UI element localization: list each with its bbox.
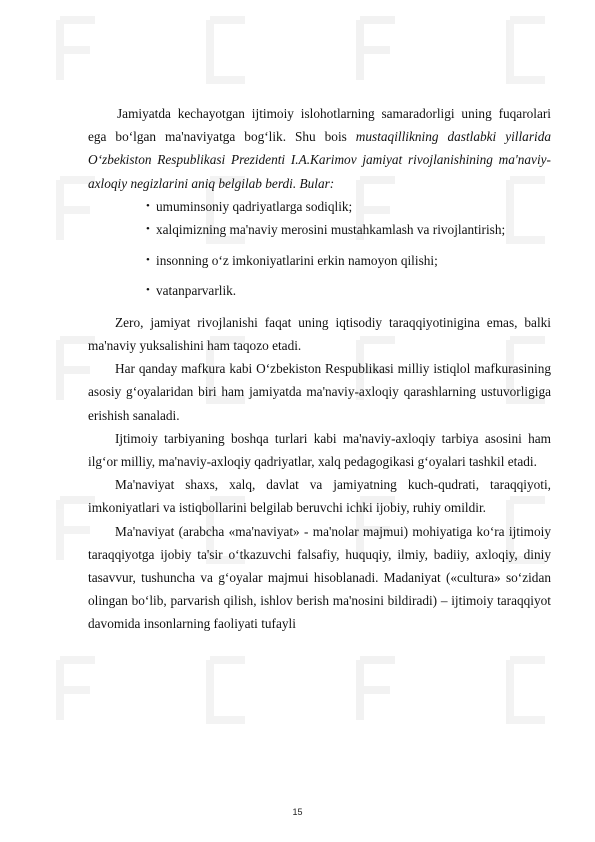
bullet-icon: • <box>146 253 150 266</box>
intro-text: Jamiyatda kechayotgan ijtimoiy islohotlarning samaradorligi uning fuqarolari ega bo‘lgan ma'naviyatga bog‘lik. Shu bois <box>88 106 551 145</box>
body-paragraph: Ma'naviyat (arabcha «ma'naviyat» - ma'nolar majmui) mohiyatiga ko‘ra ijtimoiy taraqqiyotga ijobiy ta'sir o‘tkazuvchi falsafiy, huquqiy, ilmiy, badiiy, axloqiy, diniy tasavvur, tushuncha va g‘oyalar majmui hisoblanadi. Madaniyat («cultura» so‘zidan olingan bo‘lib, parvarish qilish, ishlov berish ma'nosini bildiradi) – ijtimoiy taraqqiyot davomida insonlarning faoliyati tufayli <box>88 523 551 632</box>
bullet-list <box>88 195 551 303</box>
intro-italic-text: mustaqillikning dastlabki yillarida O‘zbekiston Respublikasi Prezidenti I.A.Karimov jamiyat rivojlanishining ma'naviy-axloqiy negizlarini aniq belgilab berdi. Bular: <box>88 129 551 191</box>
body-paragraph: Ijtimoiy tarbiyaning boshqa turlari kabi ma'naviy-axloqiy tarbiya asosini ham ilg‘or milliy, ma'naviy-axloqiy qadriyatlar, xalq pedagogikasi g‘oyalari tashkil etadi. <box>88 430 551 470</box>
list-item <box>146 279 551 303</box>
body-paragraph: Zero, jamiyat rivojlanishi faqat uning iqtisodiy taraqqiyotinigina emas, balki ma'naviy yuksalishini ham taqozo etadi. <box>88 314 551 354</box>
list-item-text: vatanparvarlik. <box>156 283 237 299</box>
intro-paragraph <box>88 102 551 195</box>
page-number: 15 <box>292 807 303 817</box>
bullet-icon: • <box>146 199 150 212</box>
bullet-icon: • <box>146 223 150 236</box>
list-item <box>146 249 551 273</box>
list-item <box>146 195 551 219</box>
body-paragraph: Ma'naviyat shaxs, xalq, davlat va jamiyatning kuch-qudrati, taraqqiyoti, imkoniyatlari va istiqbollarini belgilab beruvchi ichki ijobiy, ruhiy omildir. <box>88 477 551 516</box>
list-item-text: xalqimizning ma'naviy merosini mustahkamlash va rivojlantirish; <box>156 222 506 238</box>
list-item-text: insonning o‘z imkoniyatlarini erkin namoyon qilishi; <box>156 252 438 268</box>
list-item <box>146 218 551 242</box>
body-paragraph: Har qanday mafkura kabi O‘zbekiston Respublikasi milliy istiqlol mafkurasining asosiy g‘oyalaridan biri ham jamiyatda ma'naviy-axloqiy qarashlarning ustuvorligiga erishish sanaladi. <box>88 361 551 423</box>
list-item-text: umuminsoniy qadriyatlarga sodiqlik; <box>156 198 353 214</box>
bullet-icon: • <box>146 284 150 297</box>
page-body <box>88 102 551 636</box>
